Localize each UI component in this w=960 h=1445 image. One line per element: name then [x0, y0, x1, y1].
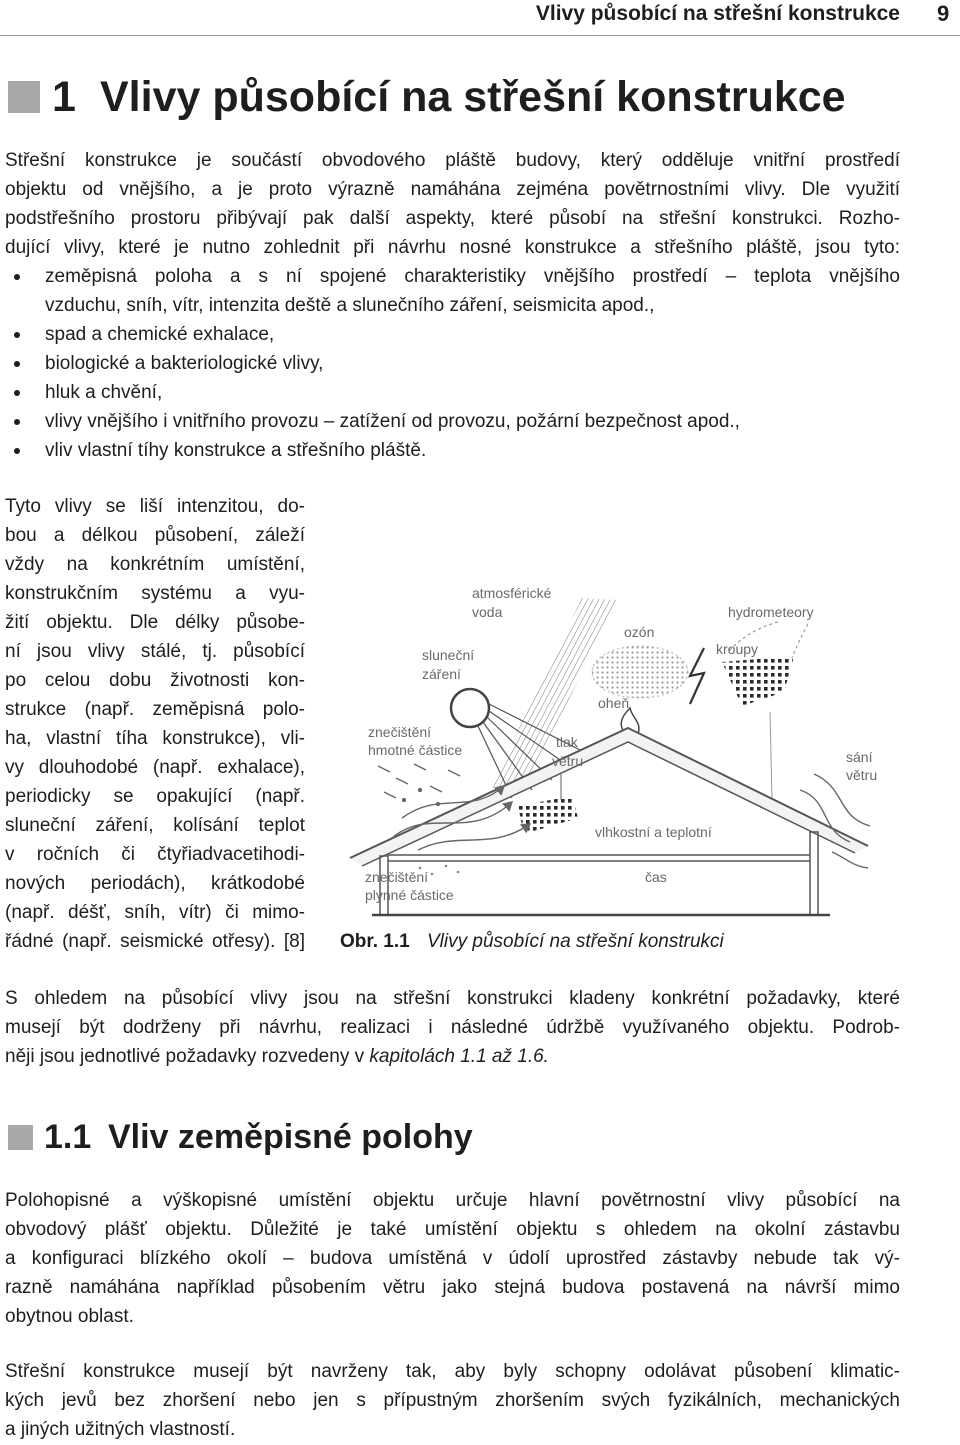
text-line: musejí být dodrženy při návrhu, realizaci i následné údržbě využívaného objektu. Podrob-	[5, 1017, 900, 1038]
figure-label: Obr. 1.1	[340, 931, 410, 952]
text-line: Polohopisné a výškopisné umístění objektu určuje hlavní povětrnostní vlivy působící na	[5, 1190, 900, 1211]
sun-icon	[451, 689, 489, 727]
hail-pointer	[770, 712, 772, 800]
label-moisture-temperature: vlhkostní a teplotní	[595, 824, 712, 840]
section-number: 1	[52, 73, 76, 121]
text-line: žití objektu. Dle délky působe-	[5, 612, 305, 633]
text-line: bou a délkou působení, záleží	[5, 525, 305, 546]
text-line: vzduchu, sníh, vítr, intenzita deště a slunečního záření, seismicita apod.,	[45, 295, 655, 316]
list-item	[45, 349, 900, 378]
label-rain: atmosférické	[472, 585, 552, 601]
lightning-icon	[690, 648, 704, 704]
bullet-marker	[14, 274, 20, 280]
text-line: spad a chemické exhalace,	[45, 324, 275, 345]
list-item	[45, 262, 900, 320]
text-line: obytnou oblast.	[5, 1306, 134, 1327]
label-ozone: ozón	[624, 624, 655, 640]
hydrometeor-path	[792, 624, 808, 658]
text-run: něji jsou jednotlivé požadavky rozvedeny v	[5, 1046, 365, 1067]
subsection-marker	[8, 1125, 33, 1150]
label-fire: oheň	[598, 695, 630, 711]
intro-paragraph	[5, 146, 900, 262]
list-item	[45, 407, 900, 436]
text-line: řádné (např. seismické otřesy). [8]	[5, 931, 305, 952]
text-line: po celou dobu životnosti kon-	[5, 670, 305, 691]
label-hail: kroupy	[716, 641, 759, 657]
text-line: strukce (např. zeměpisná polo-	[5, 699, 305, 720]
text-line: konstrukčním systému a vyu-	[5, 583, 305, 604]
text-line: periodicky se opakující (např.	[5, 786, 305, 807]
wind-suction-curve	[832, 852, 868, 868]
right-wall	[810, 832, 818, 915]
text-line: a jiných užitných vlastností.	[5, 1419, 236, 1440]
figure-caption	[340, 927, 724, 956]
subsection-number: 1.1	[44, 1118, 92, 1156]
text-line: sluneční záření, kolísání teplot	[5, 815, 305, 836]
text-line: nových periodách), krátkodobé	[5, 873, 305, 894]
text-line: razně namáhána například působením větru jako stejná budova postavená na návrší mimo	[5, 1277, 900, 1298]
label-solid-pollutants: hmotné částice	[368, 742, 463, 758]
side-paragraph	[5, 492, 305, 956]
bullet-marker	[14, 419, 20, 425]
text-line: v ročních či čtyřiadvacetihodi-	[5, 844, 305, 865]
climate-paragraph	[5, 1357, 900, 1444]
bullet-marker	[14, 332, 20, 338]
text-line: ha, vlastní tíha konstrukce), vli-	[5, 728, 305, 749]
running-title: Vlivy působící na střešní konstrukce	[535, 2, 900, 25]
text-line	[5, 1042, 900, 1071]
text-line: hluk a chvění,	[45, 382, 163, 403]
bullet-marker	[14, 361, 20, 367]
chapter-reference: kapitolách 1.1 až 1.6.	[369, 1046, 549, 1067]
text-line: a konfiguraci blízkého okolí – budova umístěná v údolí uprostřed zástavby nebude tak vý-	[5, 1248, 900, 1269]
text-line: zeměpisná poloha a s ní spojené charakteristiky vnějšího prostředí – teplota vnějšího	[45, 266, 900, 287]
label-solar: sluneční	[422, 647, 475, 663]
ozone-layer	[592, 646, 688, 698]
label-gas-pollutants: znečištění	[365, 869, 429, 885]
text-line: kých jevů bez zhoršení nebo jen s přípustným zhoršením svých fyzikálních, mechanických	[5, 1390, 900, 1411]
label-wind-pressure: větru	[552, 753, 584, 769]
bullet-marker	[14, 448, 20, 454]
label-solid-pollutants: znečištění	[368, 724, 432, 740]
label-gas-pollutants: plynné částice	[365, 887, 454, 903]
bullet-marker	[14, 390, 20, 396]
label-wind-suction: větru	[846, 767, 878, 783]
label-solar: záření	[422, 666, 461, 682]
label-hydrometeors: hydrometeory	[728, 604, 814, 620]
list-item	[45, 378, 900, 407]
roof-influences-diagram	[340, 575, 890, 920]
section-marker	[8, 81, 40, 113]
text-line: vždy na konkrétním umístění,	[5, 554, 305, 575]
text-line: Tyto vlivy se liší intenzitou, do-	[5, 496, 305, 517]
location-paragraph	[5, 1186, 900, 1331]
bullet-list	[45, 262, 900, 465]
left-wall	[380, 856, 388, 915]
text-line: ní jsou vlivy stálé, tj. působící	[5, 641, 305, 662]
text-line: obvodový plášť objektu. Důležité je také umístění objektu s ohledem na okolní zástavbu	[5, 1219, 900, 1240]
text-line: objektu od vnějšího, a je proto výrazně namáhána zejména povětrnostními vlivy. Dle využití	[5, 179, 900, 200]
list-item	[45, 436, 900, 465]
label-time: čas	[645, 869, 667, 885]
text-line: Střešní konstrukce je součástí obvodového pláště budovy, který odděluje vnitřní prostředí	[5, 150, 900, 171]
page-number: 9	[937, 1, 950, 26]
text-line: S ohledem na působící vlivy jsou na střešní konstrukci kladeny konkrétní požadavky, které	[5, 988, 900, 1009]
list-item	[45, 320, 900, 349]
requirements-paragraph	[5, 984, 900, 1071]
roof-snow-patch	[518, 796, 578, 834]
label-wind-pressure: tlak	[556, 734, 578, 750]
label-wind-suction: sání	[846, 749, 873, 765]
hail-area	[722, 656, 794, 706]
text-line: (např. déšť, sníh, vítr) či mimo-	[5, 902, 305, 923]
text-line: biologické a bakteriologické vlivy,	[45, 353, 324, 374]
text-line: vlivy vnějšího i vnitřního provozu – zatížení od provozu, požární bezpečnost apod.,	[45, 411, 740, 432]
solid-particles	[378, 764, 460, 806]
section-title: Vlivy působící na střešní konstrukce	[100, 73, 846, 121]
subsection-title: Vliv zeměpisné polohy	[108, 1118, 473, 1156]
text-line: podstřešního prostoru přibývají pak další aspekty, které působí na střešní konstrukci. Rozho-	[5, 208, 900, 229]
text-line: vliv vlastní tíhy konstrukce a střešního pláště.	[45, 440, 427, 461]
text-line: vy dlouhodobé (např. exhalace),	[5, 757, 305, 778]
figure-caption-text: Vlivy působící na střešní konstrukci	[427, 931, 724, 952]
header-rule	[0, 35, 960, 36]
label-rain: voda	[472, 604, 503, 620]
text-line: Střešní konstrukce musejí být navrženy tak, aby byly schopny odolávat působení klimatic-	[5, 1361, 900, 1382]
text-line: dující vlivy, které je nutno zohlednit při návrhu nosné konstrukce a střešního pláště, jsou tyto:	[5, 237, 900, 258]
